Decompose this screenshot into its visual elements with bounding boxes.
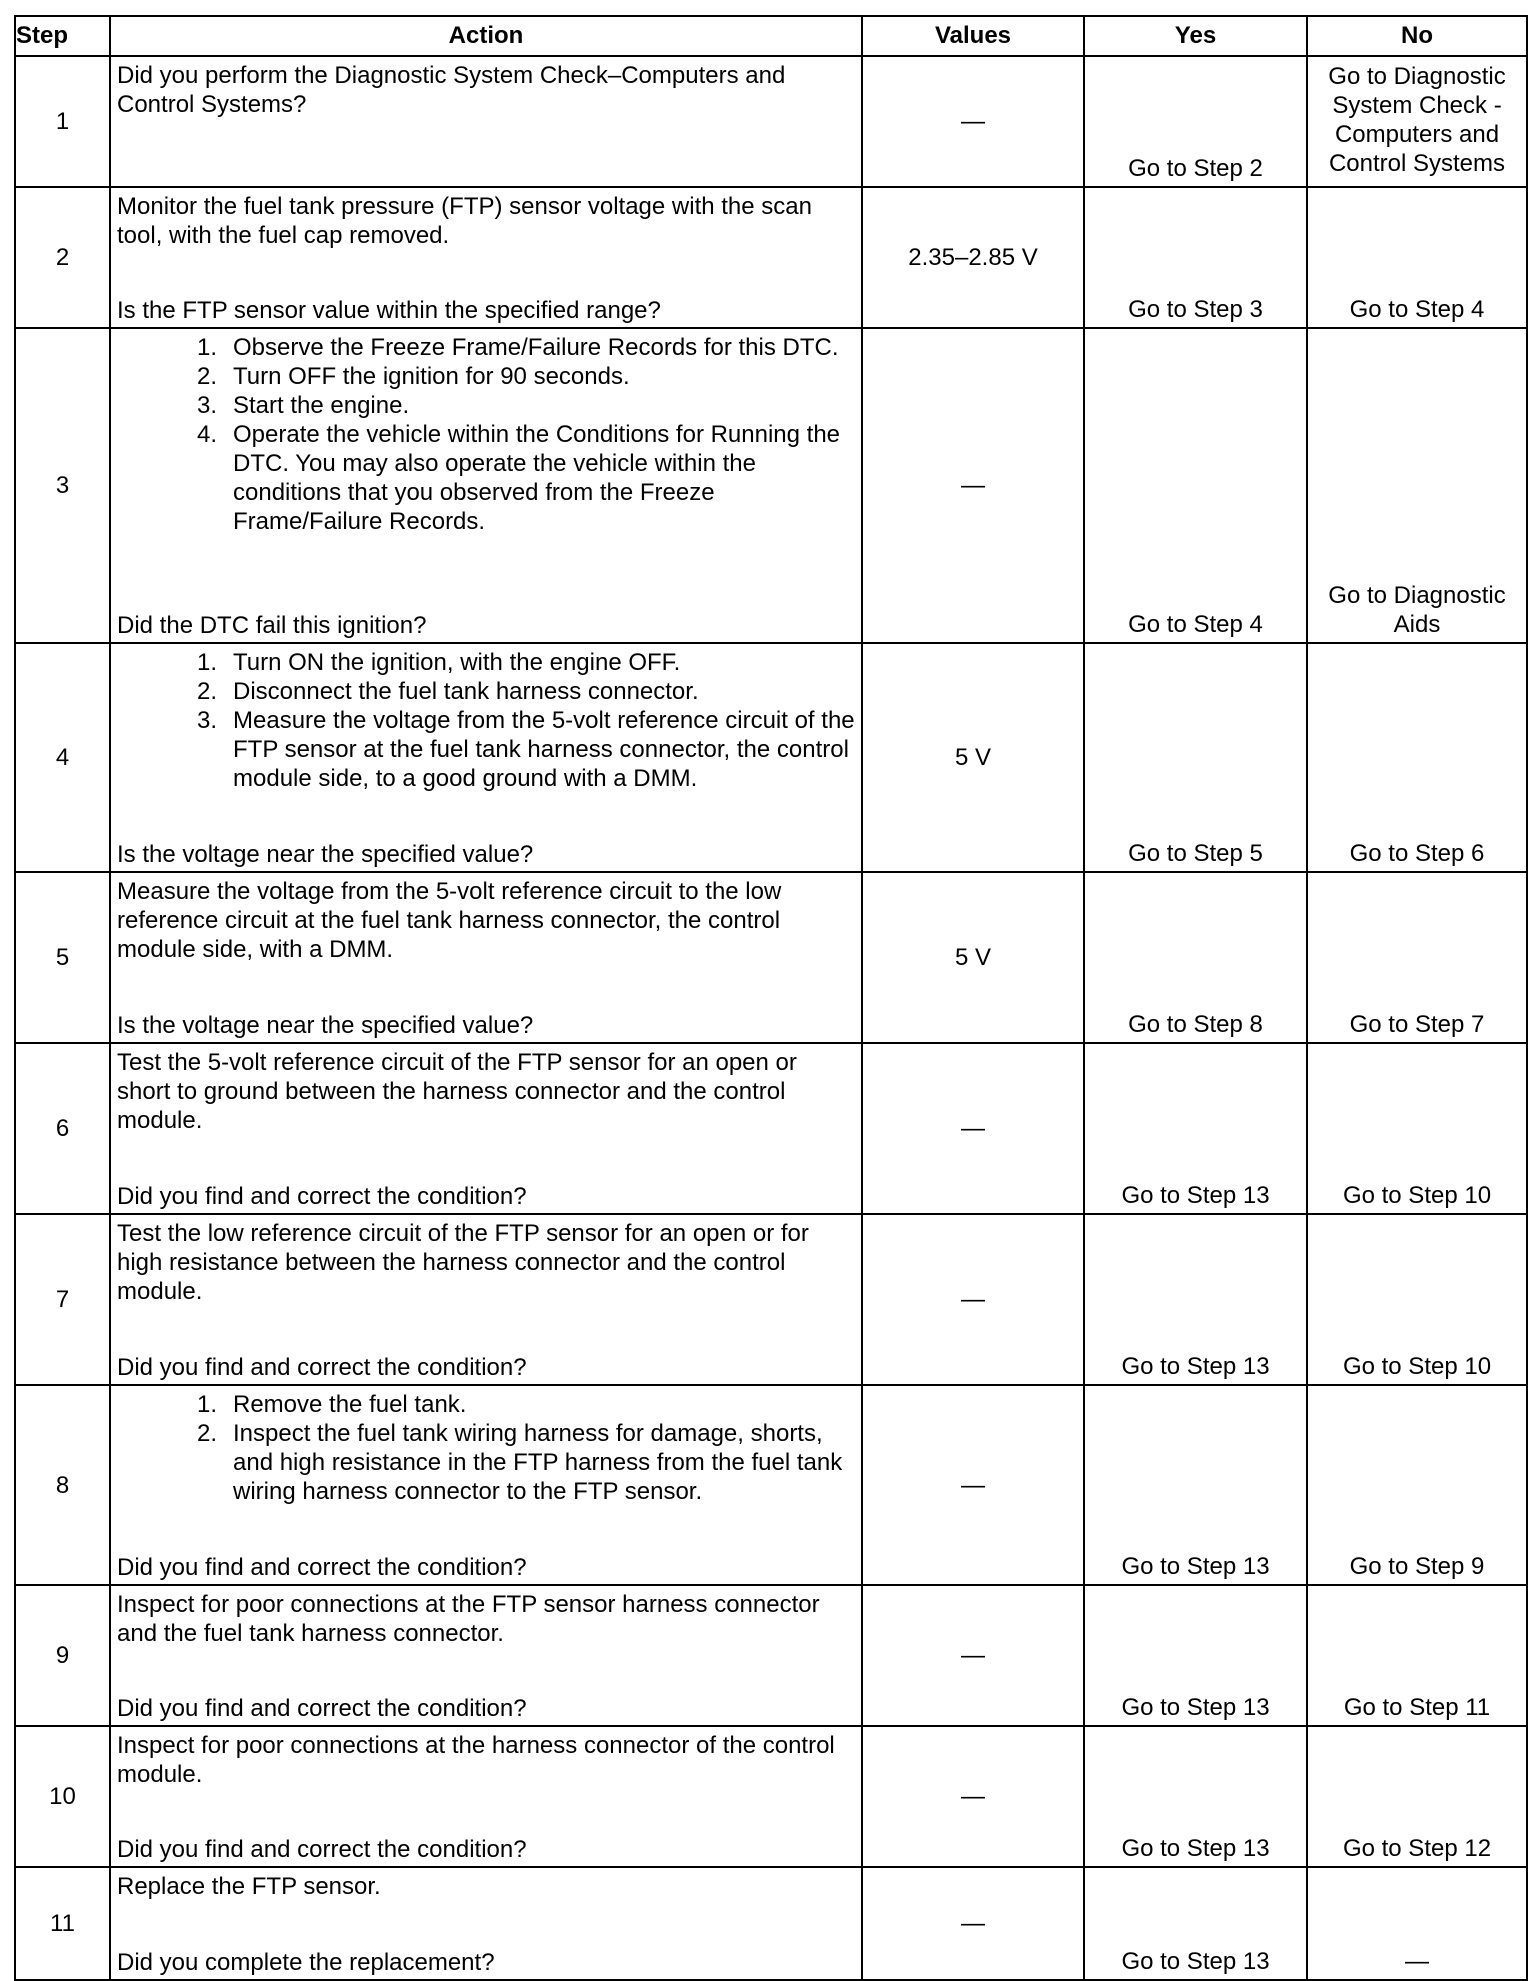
value-cell: — xyxy=(862,1385,1084,1585)
value-cell: 2.35–2.85 V xyxy=(862,187,1084,328)
list-item-number: 3. xyxy=(196,707,217,734)
action-steps-list xyxy=(117,648,855,793)
value-cell: — xyxy=(862,1043,1084,1214)
action-steps-list xyxy=(117,333,855,536)
yes-cell: Go to Step 3 xyxy=(1084,187,1307,328)
table-row xyxy=(15,1726,1527,1867)
yes-cell: Go to Step 13 xyxy=(1084,1585,1307,1726)
action-text: Measure the voltage from the 5-volt reference circuit to the low reference circuit at the fuel tank harness connector, the control module side, with a DMM. xyxy=(117,878,782,963)
list-item-text: Observe the Freeze Frame/Failure Records for this DTC. xyxy=(233,334,839,361)
action-cell xyxy=(110,1214,862,1385)
list-item xyxy=(117,648,855,677)
action-question: Did the DTC fail this ignition? xyxy=(117,612,427,639)
yes-cell: Go to Step 2 xyxy=(1084,56,1307,187)
action-cell xyxy=(110,187,862,328)
list-item-text: Measure the voltage from the 5-volt reference circuit of the FTP sensor at the fuel tank harness connector, the control module side, to a good ground with a DMM. xyxy=(233,707,855,792)
action-question: Is the voltage near the specified value? xyxy=(117,1012,534,1039)
no-cell: Go to Diagnostic Aids xyxy=(1307,328,1527,643)
action-question: Did you find and correct the condition? xyxy=(117,1554,527,1581)
table-row xyxy=(15,643,1527,872)
no-cell: Go to Step 10 xyxy=(1307,1214,1527,1385)
action-question: Did you find and correct the condition? xyxy=(117,1836,527,1863)
step-number: 1 xyxy=(15,56,110,187)
step-number: 3 xyxy=(15,328,110,643)
value-cell: — xyxy=(862,1214,1084,1385)
value-cell: — xyxy=(862,328,1084,643)
list-item-text: Start the engine. xyxy=(233,392,410,419)
header-yes: Yes xyxy=(1084,16,1307,56)
action-cell xyxy=(110,56,862,187)
list-item-text: Turn OFF the ignition for 90 seconds. xyxy=(233,363,630,390)
action-cell xyxy=(110,1585,862,1726)
action-cell xyxy=(110,1043,862,1214)
action-text: Did you perform the Diagnostic System Check–Computers and Control Systems? xyxy=(117,62,786,118)
value-cell: 5 V xyxy=(862,872,1084,1043)
list-item-number: 1. xyxy=(196,334,217,361)
action-cell xyxy=(110,1385,862,1585)
action-question: Did you find and correct the condition? xyxy=(117,1695,527,1722)
list-item-number: 1. xyxy=(196,649,217,676)
no-cell: — xyxy=(1307,1867,1527,1980)
list-item-number: 2. xyxy=(196,363,217,390)
step-number: 9 xyxy=(15,1585,110,1726)
step-number: 5 xyxy=(15,872,110,1043)
table-row xyxy=(15,1043,1527,1214)
table-row xyxy=(15,1585,1527,1726)
step-number: 8 xyxy=(15,1385,110,1585)
list-item xyxy=(117,677,855,706)
yes-cell: Go to Step 13 xyxy=(1084,1867,1307,1980)
action-question: Did you find and correct the condition? xyxy=(117,1354,527,1381)
no-cell: Go to Step 7 xyxy=(1307,872,1527,1043)
table-row xyxy=(15,1867,1527,1980)
table-row xyxy=(15,1385,1527,1585)
yes-cell: Go to Step 13 xyxy=(1084,1385,1307,1585)
value-cell: — xyxy=(862,1585,1084,1726)
yes-cell: Go to Step 13 xyxy=(1084,1214,1307,1385)
list-item-text: Remove the fuel tank. xyxy=(233,1391,467,1418)
action-steps-list xyxy=(117,1390,855,1506)
list-item xyxy=(117,333,855,362)
list-item xyxy=(117,391,855,420)
list-item xyxy=(117,1419,855,1506)
yes-cell: Go to Step 13 xyxy=(1084,1726,1307,1867)
step-number: 4 xyxy=(15,643,110,872)
action-question: Did you complete the replacement? xyxy=(117,1949,495,1976)
action-text: Monitor the fuel tank pressure (FTP) sensor voltage with the scan tool, with the fuel cap removed. xyxy=(117,193,812,249)
header-action: Action xyxy=(110,16,862,56)
step-number: 2 xyxy=(15,187,110,328)
yes-cell: Go to Step 5 xyxy=(1084,643,1307,872)
list-item-number: 3. xyxy=(196,392,217,419)
action-cell xyxy=(110,643,862,872)
list-item xyxy=(117,706,855,793)
action-text: Test the low reference circuit of the FTP sensor for an open or for high resistance between the harness connector and the control module. xyxy=(117,1220,809,1305)
list-item xyxy=(117,362,855,391)
action-text: Test the 5-volt reference circuit of the FTP sensor for an open or short to ground between the harness connector and the control module. xyxy=(117,1049,797,1134)
table-row xyxy=(15,56,1527,187)
header-values: Values xyxy=(862,16,1084,56)
step-number: 10 xyxy=(15,1726,110,1867)
list-item-text: Inspect the fuel tank wiring harness for damage, shorts, and high resistance in the FTP harness from the fuel tank wiring harness connector to the FTP sensor. xyxy=(233,1420,843,1505)
step-number: 6 xyxy=(15,1043,110,1214)
list-item-number: 4. xyxy=(196,421,217,448)
list-item-text: Operate the vehicle within the Conditions for Running the DTC. You may also operate the vehicle within the conditions that you observed from the Freeze Frame/Failure Records. xyxy=(233,421,841,535)
table-row xyxy=(15,328,1527,643)
header-row xyxy=(15,16,1527,56)
yes-cell: Go to Step 4 xyxy=(1084,328,1307,643)
action-text: Inspect for poor connections at the FTP sensor harness connector and the fuel tank harness connector. xyxy=(117,1591,820,1647)
list-item-number: 1. xyxy=(196,1391,217,1418)
value-cell: — xyxy=(862,1726,1084,1867)
no-cell: Go to Step 10 xyxy=(1307,1043,1527,1214)
list-item-text: Disconnect the fuel tank harness connector. xyxy=(233,678,699,705)
yes-cell: Go to Step 13 xyxy=(1084,1043,1307,1214)
action-text: Replace the FTP sensor. xyxy=(117,1873,381,1900)
list-item xyxy=(117,1390,855,1419)
step-number: 7 xyxy=(15,1214,110,1385)
step-number: 11 xyxy=(15,1867,110,1980)
diagnostic-table xyxy=(14,15,1528,1981)
table-row xyxy=(15,187,1527,328)
action-text: Inspect for poor connections at the harness connector of the control module. xyxy=(117,1732,835,1788)
no-cell: Go to Step 6 xyxy=(1307,643,1527,872)
action-question: Did you find and correct the condition? xyxy=(117,1183,527,1210)
table-row xyxy=(15,872,1527,1043)
action-cell xyxy=(110,1867,862,1980)
table-row xyxy=(15,1214,1527,1385)
value-cell: 5 V xyxy=(862,643,1084,872)
value-cell: — xyxy=(862,1867,1084,1980)
no-cell: Go to Step 12 xyxy=(1307,1726,1527,1867)
list-item-number: 2. xyxy=(196,1420,217,1447)
no-cell: Go to Step 11 xyxy=(1307,1585,1527,1726)
no-cell: Go to Step 4 xyxy=(1307,187,1527,328)
list-item xyxy=(117,420,855,536)
header-step: Step xyxy=(15,16,110,56)
action-cell xyxy=(110,872,862,1043)
yes-cell: Go to Step 8 xyxy=(1084,872,1307,1043)
list-item-number: 2. xyxy=(196,678,217,705)
action-cell xyxy=(110,1726,862,1867)
header-no: No xyxy=(1307,16,1527,56)
action-cell xyxy=(110,328,862,643)
action-question: Is the voltage near the specified value? xyxy=(117,841,534,868)
no-cell: Go to Step 9 xyxy=(1307,1385,1527,1585)
list-item-text: Turn ON the ignition, with the engine OFF. xyxy=(233,649,681,676)
value-cell: — xyxy=(862,56,1084,187)
no-cell: Go to Diagnostic System Check - Computers and Control Systems xyxy=(1307,56,1527,187)
action-question: Is the FTP sensor value within the specified range? xyxy=(117,297,661,324)
